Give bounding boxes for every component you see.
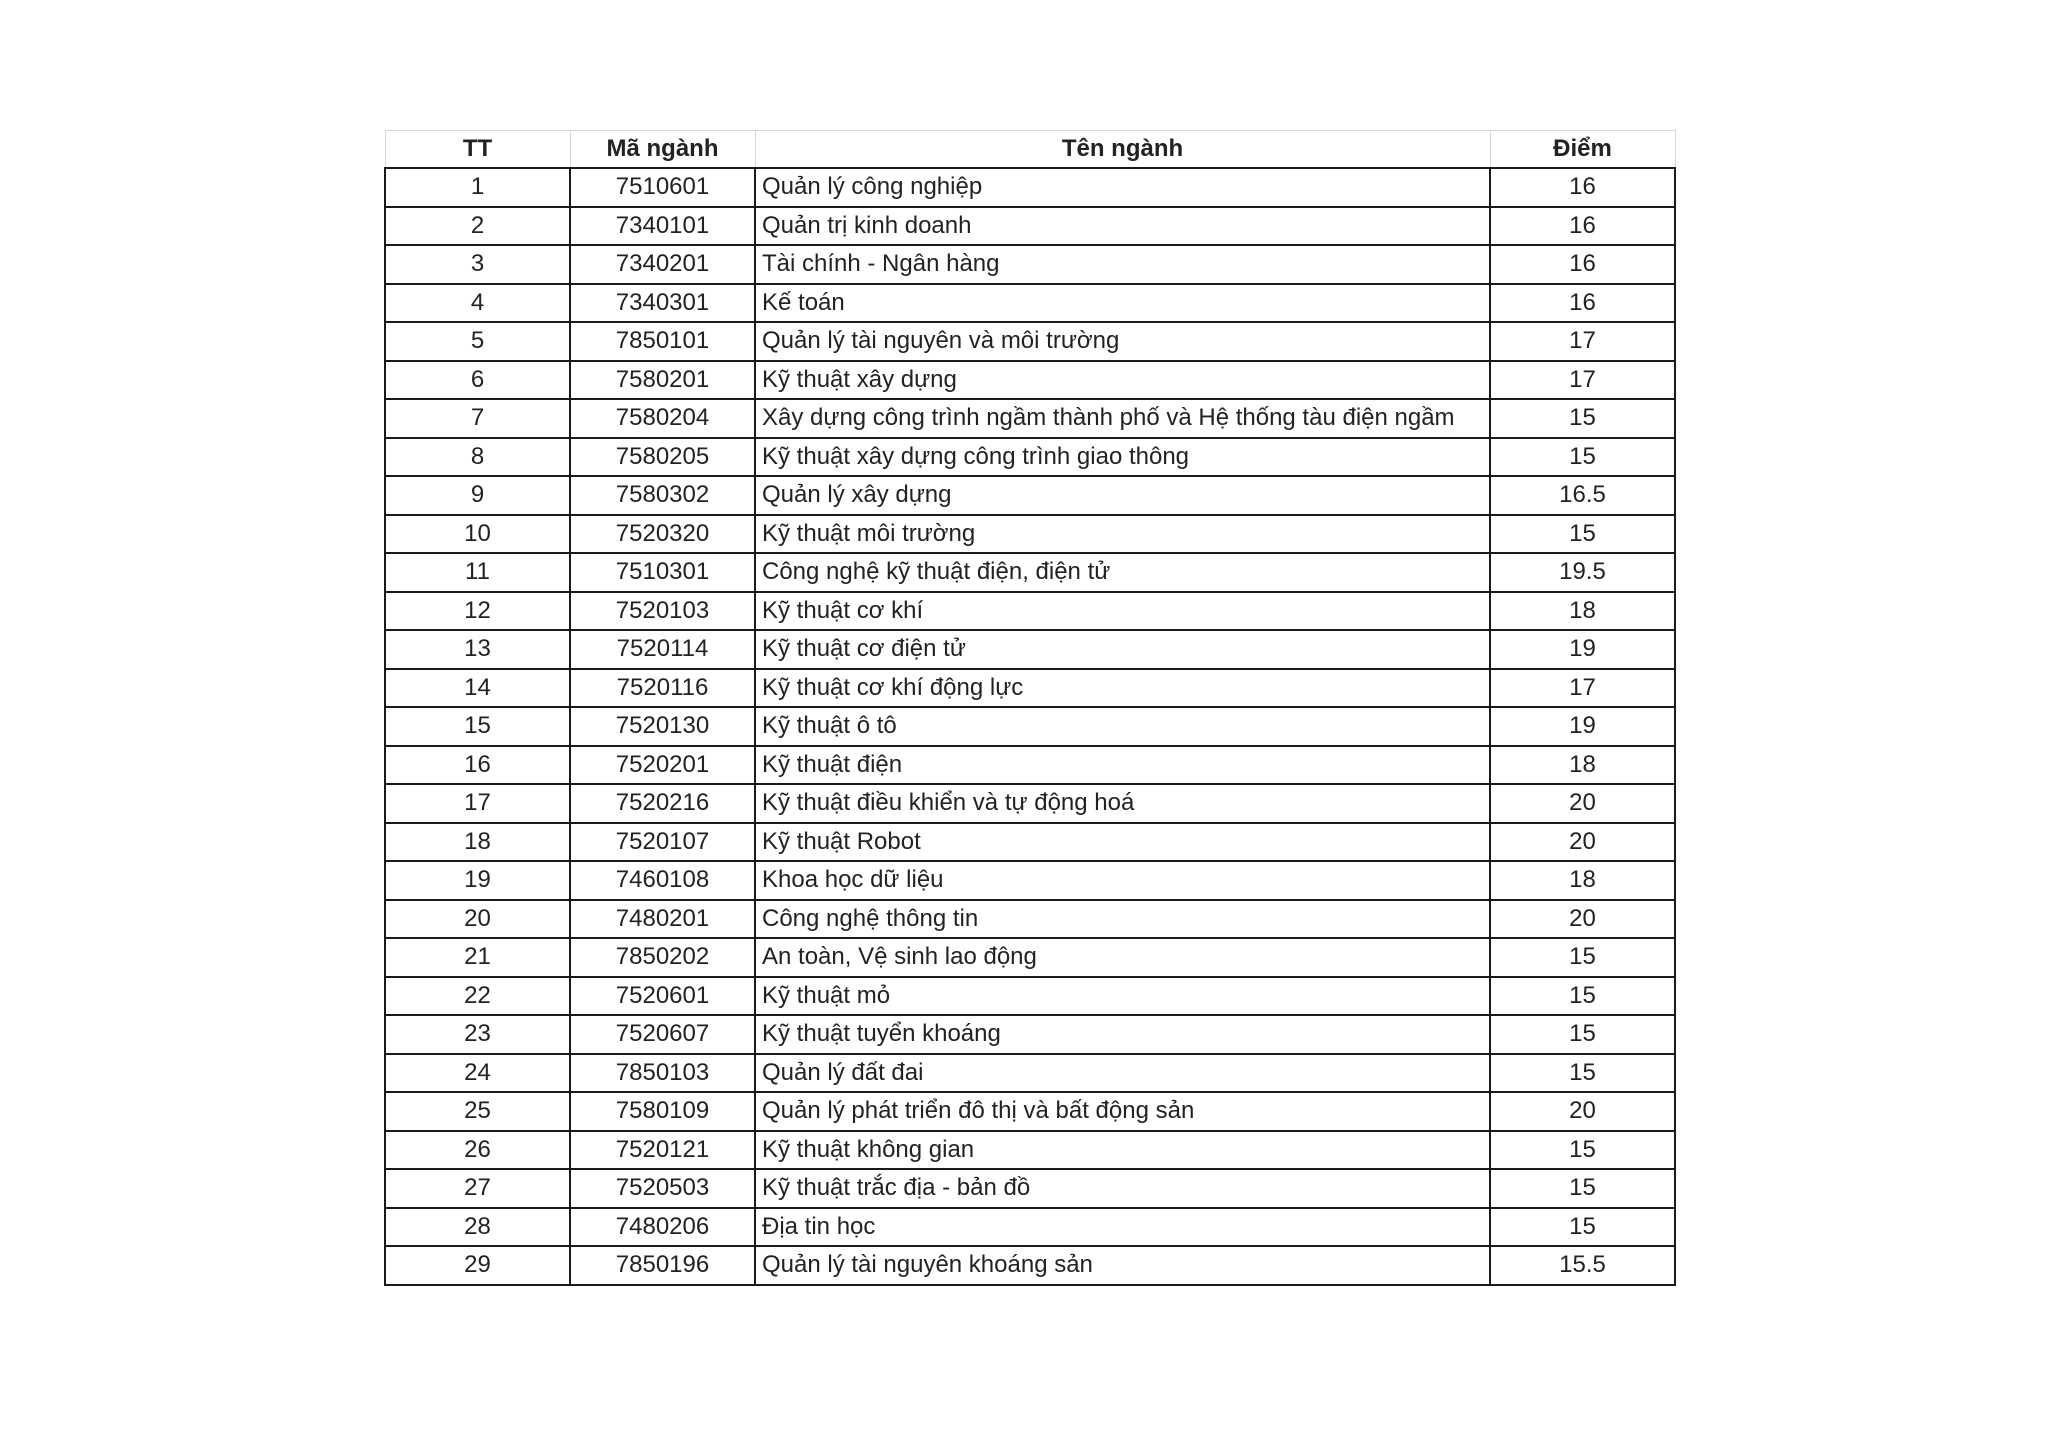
cell-tt: 20 <box>385 900 570 939</box>
table-row <box>385 553 1675 592</box>
cell-score: 15 <box>1490 1131 1675 1170</box>
cell-score: 15 <box>1490 938 1675 977</box>
cell-tt: 6 <box>385 361 570 400</box>
table-row <box>385 1246 1675 1285</box>
table-row <box>385 515 1675 554</box>
cell-code: 7850101 <box>570 322 755 361</box>
cell-code: 7520130 <box>570 707 755 746</box>
cell-tt: 28 <box>385 1208 570 1247</box>
cell-score: 20 <box>1490 784 1675 823</box>
table-row <box>385 207 1675 246</box>
cell-score: 16 <box>1490 168 1675 207</box>
cell-name: Kỹ thuật cơ điện tử <box>755 630 1490 669</box>
cell-tt: 10 <box>385 515 570 554</box>
cell-tt: 12 <box>385 592 570 631</box>
table-row <box>385 823 1675 862</box>
cell-score: 18 <box>1490 592 1675 631</box>
cell-tt: 14 <box>385 669 570 708</box>
cell-code: 7460108 <box>570 861 755 900</box>
header-score: Điểm <box>1490 131 1675 169</box>
cell-name: Quản lý đất đai <box>755 1054 1490 1093</box>
cell-score: 17 <box>1490 361 1675 400</box>
cell-score: 15 <box>1490 1015 1675 1054</box>
cell-tt: 23 <box>385 1015 570 1054</box>
table-row <box>385 1131 1675 1170</box>
cell-name: An toàn, Vệ sinh lao động <box>755 938 1490 977</box>
cell-tt: 24 <box>385 1054 570 1093</box>
cell-tt: 18 <box>385 823 570 862</box>
table-row <box>385 746 1675 785</box>
cell-name: Quản lý phát triển đô thị và bất động sản <box>755 1092 1490 1131</box>
cell-score: 15 <box>1490 515 1675 554</box>
cell-score: 20 <box>1490 1092 1675 1131</box>
table-row <box>385 284 1675 323</box>
table-row <box>385 1092 1675 1131</box>
cell-name: Công nghệ kỹ thuật điện, điện tử <box>755 553 1490 592</box>
cell-code: 7850202 <box>570 938 755 977</box>
table-row <box>385 1169 1675 1208</box>
cell-score: 17 <box>1490 669 1675 708</box>
cell-score: 18 <box>1490 746 1675 785</box>
cell-code: 7340101 <box>570 207 755 246</box>
cell-name: Địa tin học <box>755 1208 1490 1247</box>
cell-name: Kỹ thuật mỏ <box>755 977 1490 1016</box>
table-row <box>385 630 1675 669</box>
cell-score: 19.5 <box>1490 553 1675 592</box>
header-name: Tên ngành <box>755 131 1490 169</box>
cell-code: 7480201 <box>570 900 755 939</box>
cell-tt: 22 <box>385 977 570 1016</box>
cell-name: Quản lý công nghiệp <box>755 168 1490 207</box>
cell-code: 7480206 <box>570 1208 755 1247</box>
cell-code: 7520103 <box>570 592 755 631</box>
cell-name: Quản lý xây dựng <box>755 476 1490 515</box>
cell-score: 16 <box>1490 245 1675 284</box>
table-row <box>385 900 1675 939</box>
cell-score: 15 <box>1490 1054 1675 1093</box>
cell-tt: 26 <box>385 1131 570 1170</box>
cell-code: 7580204 <box>570 399 755 438</box>
cell-score: 15 <box>1490 1208 1675 1247</box>
cell-score: 20 <box>1490 900 1675 939</box>
cell-code: 7520601 <box>570 977 755 1016</box>
admission-score-table <box>384 130 1676 1286</box>
cell-score: 16.5 <box>1490 476 1675 515</box>
header-row <box>385 131 1675 169</box>
cell-score: 16 <box>1490 284 1675 323</box>
table-row <box>385 361 1675 400</box>
cell-tt: 8 <box>385 438 570 477</box>
cell-tt: 2 <box>385 207 570 246</box>
document-sheet <box>384 130 1674 1286</box>
cell-score: 16 <box>1490 207 1675 246</box>
table-row <box>385 784 1675 823</box>
cell-code: 7520107 <box>570 823 755 862</box>
cell-code: 7520114 <box>570 630 755 669</box>
cell-tt: 19 <box>385 861 570 900</box>
cell-name: Xây dựng công trình ngầm thành phố và Hệ thống tàu điện ngầm <box>755 399 1490 438</box>
cell-code: 7510601 <box>570 168 755 207</box>
table-body <box>385 168 1675 1285</box>
table-row <box>385 977 1675 1016</box>
cell-code: 7520201 <box>570 746 755 785</box>
table-row <box>385 669 1675 708</box>
cell-tt: 7 <box>385 399 570 438</box>
cell-tt: 5 <box>385 322 570 361</box>
cell-name: Quản trị kinh doanh <box>755 207 1490 246</box>
cell-name: Kỹ thuật không gian <box>755 1131 1490 1170</box>
table-row <box>385 938 1675 977</box>
cell-code: 7520116 <box>570 669 755 708</box>
cell-tt: 13 <box>385 630 570 669</box>
cell-name: Công nghệ thông tin <box>755 900 1490 939</box>
cell-score: 15 <box>1490 977 1675 1016</box>
table-row <box>385 592 1675 631</box>
cell-name: Kỹ thuật môi trường <box>755 515 1490 554</box>
cell-name: Khoa học dữ liệu <box>755 861 1490 900</box>
cell-code: 7520121 <box>570 1131 755 1170</box>
cell-score: 20 <box>1490 823 1675 862</box>
cell-tt: 25 <box>385 1092 570 1131</box>
cell-tt: 21 <box>385 938 570 977</box>
cell-code: 7580302 <box>570 476 755 515</box>
cell-code: 7520320 <box>570 515 755 554</box>
cell-name: Kỹ thuật cơ khí động lực <box>755 669 1490 708</box>
cell-code: 7510301 <box>570 553 755 592</box>
header-tt: TT <box>385 131 570 169</box>
table-row <box>385 245 1675 284</box>
cell-name: Quản lý tài nguyên và môi trường <box>755 322 1490 361</box>
cell-name: Kỹ thuật điều khiển và tự động hoá <box>755 784 1490 823</box>
cell-code: 7850103 <box>570 1054 755 1093</box>
cell-code: 7520503 <box>570 1169 755 1208</box>
cell-tt: 15 <box>385 707 570 746</box>
table-row <box>385 168 1675 207</box>
cell-name: Kỹ thuật tuyển khoáng <box>755 1015 1490 1054</box>
cell-score: 19 <box>1490 630 1675 669</box>
table-header <box>385 131 1675 169</box>
cell-name: Kỹ thuật xây dựng công trình giao thông <box>755 438 1490 477</box>
table-row <box>385 399 1675 438</box>
cell-name: Kỹ thuật trắc địa - bản đồ <box>755 1169 1490 1208</box>
table-row <box>385 1054 1675 1093</box>
cell-name: Kỹ thuật cơ khí <box>755 592 1490 631</box>
cell-score: 17 <box>1490 322 1675 361</box>
cell-tt: 16 <box>385 746 570 785</box>
cell-tt: 9 <box>385 476 570 515</box>
cell-tt: 29 <box>385 1246 570 1285</box>
cell-tt: 1 <box>385 168 570 207</box>
cell-code: 7340201 <box>570 245 755 284</box>
cell-score: 15 <box>1490 1169 1675 1208</box>
header-code: Mã ngành <box>570 131 755 169</box>
cell-tt: 4 <box>385 284 570 323</box>
cell-score: 15 <box>1490 399 1675 438</box>
table-row <box>385 438 1675 477</box>
cell-name: Kỹ thuật điện <box>755 746 1490 785</box>
table-row <box>385 322 1675 361</box>
cell-score: 15 <box>1490 438 1675 477</box>
cell-code: 7580109 <box>570 1092 755 1131</box>
cell-name: Quản lý tài nguyên khoáng sản <box>755 1246 1490 1285</box>
cell-code: 7580205 <box>570 438 755 477</box>
table-row <box>385 476 1675 515</box>
cell-tt: 3 <box>385 245 570 284</box>
table-row <box>385 1015 1675 1054</box>
cell-tt: 11 <box>385 553 570 592</box>
cell-name: Kỹ thuật xây dựng <box>755 361 1490 400</box>
cell-code: 7520216 <box>570 784 755 823</box>
cell-name: Kỹ thuật Robot <box>755 823 1490 862</box>
cell-code: 7850196 <box>570 1246 755 1285</box>
cell-score: 18 <box>1490 861 1675 900</box>
cell-code: 7520607 <box>570 1015 755 1054</box>
table-row <box>385 861 1675 900</box>
cell-code: 7340301 <box>570 284 755 323</box>
cell-score: 15.5 <box>1490 1246 1675 1285</box>
cell-tt: 17 <box>385 784 570 823</box>
cell-name: Tài chính - Ngân hàng <box>755 245 1490 284</box>
table-row <box>385 1208 1675 1247</box>
cell-name: Kế toán <box>755 284 1490 323</box>
cell-code: 7580201 <box>570 361 755 400</box>
cell-score: 19 <box>1490 707 1675 746</box>
cell-tt: 27 <box>385 1169 570 1208</box>
cell-name: Kỹ thuật ô tô <box>755 707 1490 746</box>
table-row <box>385 707 1675 746</box>
